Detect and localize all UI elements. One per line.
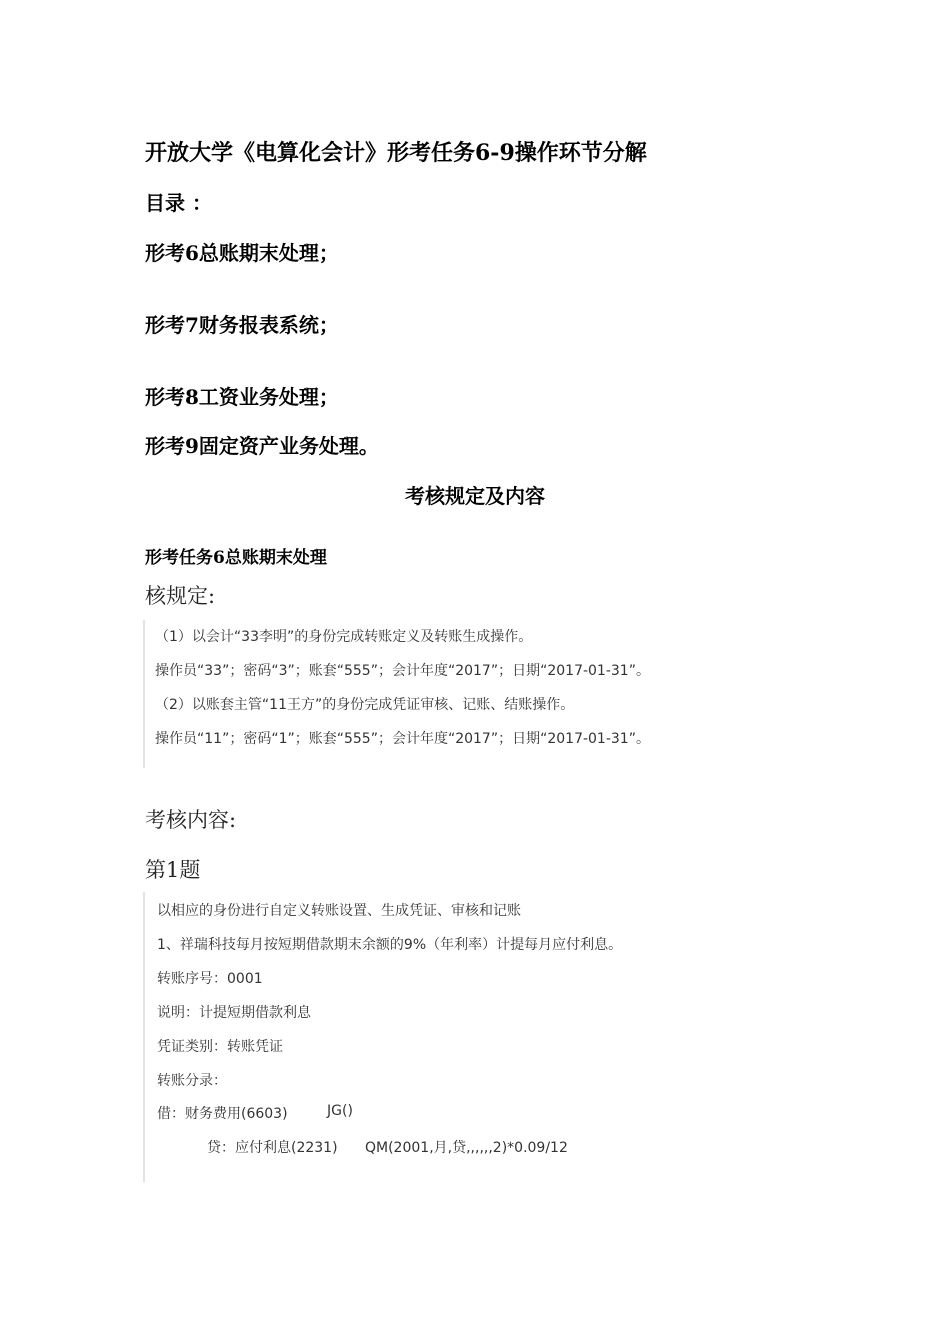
toc-item-9: 形考9固定资产业务处理。 xyxy=(145,434,379,458)
entry-debit-account: 借：财务费用(6603) xyxy=(157,1106,288,1122)
entry-credit-formula: QM(2001,月,贷,,,,,,2)*0.09/12 xyxy=(365,1140,568,1156)
rules-screenshot xyxy=(143,620,745,768)
rules-line-1: （1）以会计“33李明”的身份完成转账定义及转账生成操作。 xyxy=(155,629,533,645)
rules-line-4: 操作员“11”；密码“1”；账套“555”；会计年度“2017”；日期“2017-01-31”。 xyxy=(155,731,650,747)
section-heading: 考核规定及内容 xyxy=(405,484,545,508)
toc-item-7: 形考7财务报表系统； xyxy=(145,313,339,337)
rules-line-3: （2）以账套主管“11王方”的身份完成凭证审核、记账、结账操作。 xyxy=(155,697,575,713)
task-heading: 形考任务6总账期末处理 xyxy=(145,548,327,568)
rules-label: 核规定: xyxy=(145,584,216,608)
document-title: 开放大学《电算化会计》形考任务6-9操作环节分解 xyxy=(145,140,647,166)
question-line-4: 说明：计提短期借款利息 xyxy=(157,1005,311,1021)
rules-line-2: 操作员“33”；密码“3”；账套“555”；会计年度“2017”；日期“2017-01-31”。 xyxy=(155,663,650,679)
question-line-1: 以相应的身份进行自定义转账设置、生成凭证、审核和记账 xyxy=(157,903,521,919)
question-line-3: 转账序号：0001 xyxy=(157,971,263,987)
content-label: 考核内容: xyxy=(145,808,237,832)
question-line-5: 凭证类别：转账凭证 xyxy=(157,1039,283,1055)
entry-credit-account: 贷：应付利息(2231) xyxy=(207,1140,338,1156)
entry-debit-formula: JG() xyxy=(327,1103,353,1119)
question-line-6: 转账分录： xyxy=(157,1073,227,1089)
question-screenshot xyxy=(143,892,625,1182)
toc-item-8: 形考8工资业务处理； xyxy=(145,385,339,409)
toc-label: 目录 ： xyxy=(145,191,212,215)
toc-item-6: 形考6总账期末处理； xyxy=(145,241,339,265)
question-line-2: 1、祥瑞科技每月按短期借款期末余额的9%（年利率）计提每月应付利息。 xyxy=(157,937,623,953)
question-label: 第1题 xyxy=(145,858,201,882)
